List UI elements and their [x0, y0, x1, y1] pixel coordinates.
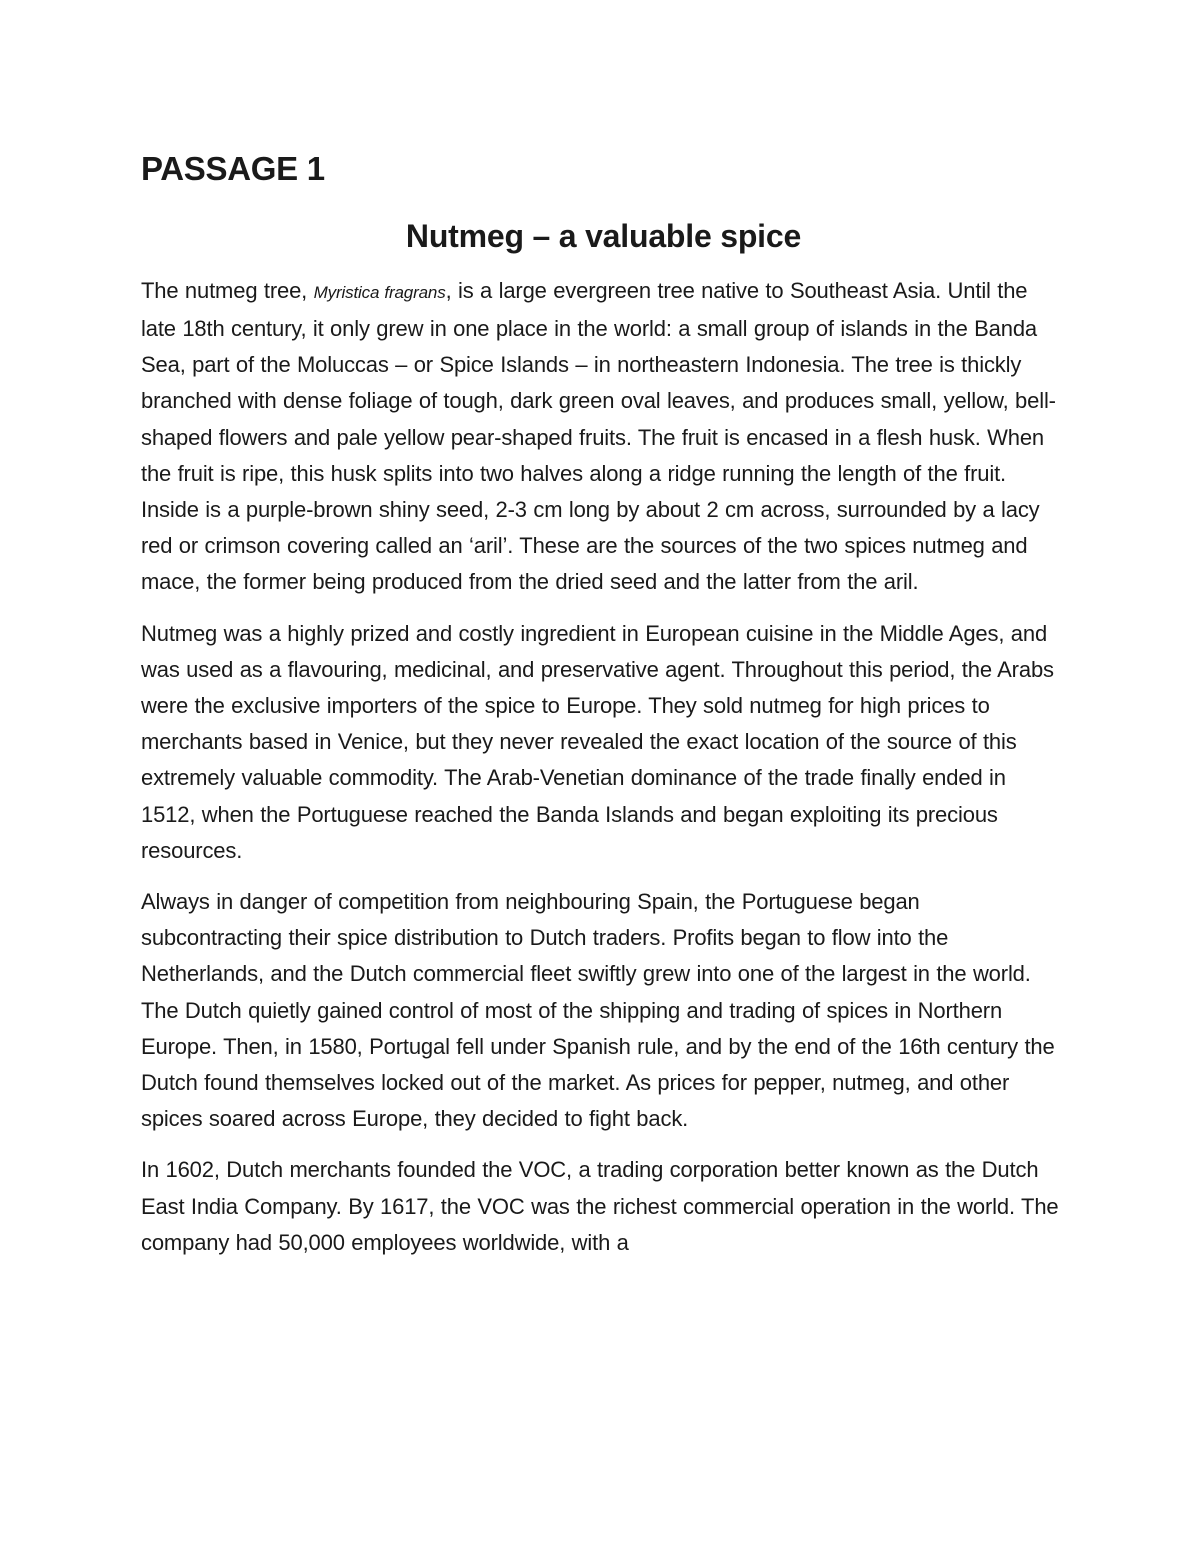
paragraph-1-intro: The nutmeg tree,: [141, 277, 314, 303]
paragraph-1-body: , is a large evergreen tree native to Southeast Asia. Until the late 18th century, it only grew in one place in the world: a small group of islands in the Banda Sea, part of the Moluccas – or Spice Islands – in northeastern Indonesia. The tree is thickly branched with dense foliage of tough, dark green oval leaves, and produces small, yellow, bell-shaped flowers and pale yellow pear-shaped fruits. The fruit is encased in a flesh husk. When the fruit is ripe, this husk splits into two halves along a ridge running the length of the fruit. Inside is a purple-brown shiny seed, 2-3 cm long by about 2 cm across, surrounded by a lacy red or crimson covering called an ‘aril’. These are the sources of the two spices nutmeg and mace, the former being produced from the dried seed and the latter from the aril.: [141, 277, 1056, 595]
paragraph-3: Always in danger of competition from neighbouring Spain, the Portuguese began subcontracting their spice distribution to Dutch traders. Profits began to flow into the Netherlands, and the Dutch commercial fleet swiftly grew into one of the largest in the world. The Dutch quietly gained control of most of the shipping and trading of spices in Northern Europe. Then, in 1580, Portugal fell under Spanish rule, and by the end of the 16th century the Dutch found themselves locked out of the market. As prices for pepper, nutmeg, and other spices soared across Europe, they decided to fight back.: [141, 888, 1055, 1132]
passage-label: PASSAGE 1: [141, 150, 325, 187]
document-body: [141, 150, 1066, 1276]
paragraph-1: [141, 273, 1066, 601]
paragraph-4: In 1602, Dutch merchants founded the VOC, a trading corporation better known as the Dutch East India Company. By 1617, the VOC was the richest commercial operation in the world. The company had 50,000 employees worldwide, with a: [141, 1157, 1059, 1255]
species-name: Myristica fragrans: [313, 282, 446, 302]
paragraph-2: Nutmeg was a highly prized and costly ingredient in European cuisine in the Middle Ages, and was used as a flavouring, medicinal, and preservative agent. Throughout this period, the Arabs were the exclusive importers of the spice to Europe. They sold nutmeg for high prices to merchants based in Venice, but they never revealed the exact location of the source of this extremely valuable commodity. The Arab-Venetian dominance of the trade finally ended in 1512, when the Portuguese reached the Banda Islands and began exploiting its precious resources.: [141, 620, 1054, 863]
passage-title: Nutmeg – a valuable spice: [405, 217, 802, 254]
